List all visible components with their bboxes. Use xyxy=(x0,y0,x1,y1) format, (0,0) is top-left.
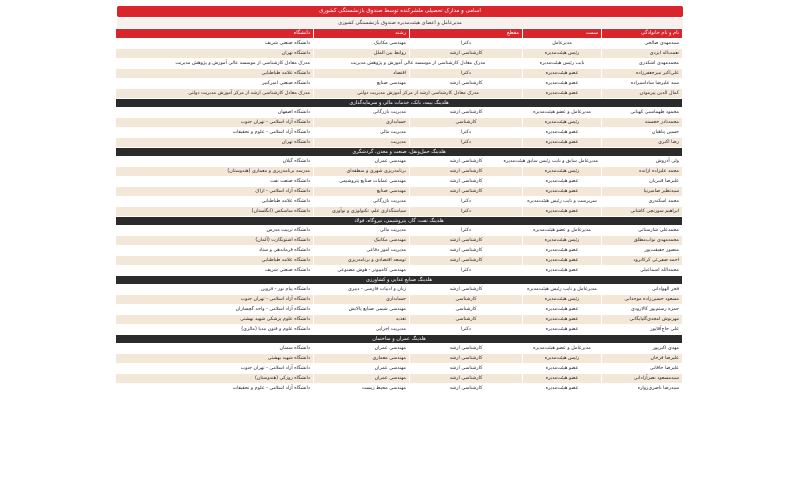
header-university: دانشگاه xyxy=(116,29,313,38)
member-university: مدرک معادل کارشناسی ارشد از مرکز آموزش مدیریت دولتی xyxy=(116,89,313,98)
member-degree: کارشناسی xyxy=(410,305,522,314)
member-position: عضو هیئت‌مدیره xyxy=(523,384,601,393)
member-major: مهندسی مکانیک xyxy=(314,236,409,245)
member-degree: کارشناسی xyxy=(410,315,522,324)
member-name: علی‌اکبر میرجعفرزاده xyxy=(602,69,682,78)
member-name: ولی آذروش xyxy=(602,157,682,166)
member-university: دانشگاه گیلان xyxy=(116,157,313,166)
member-name: رضا اکبری xyxy=(602,138,682,147)
member-university: دانشگاه آزاد اسلامی - علوم و تحقیقات xyxy=(116,128,313,137)
member-major: حسابداری xyxy=(314,118,409,127)
document xyxy=(117,6,683,494)
member-position: نایب رئیس هیئت‌مدیره xyxy=(523,59,601,68)
member-degree: کارشناسی ارشد xyxy=(410,354,522,363)
table-row xyxy=(116,207,682,216)
member-degree: کارشناسی ارشد xyxy=(410,384,522,393)
member-university: دانشگاه اشتوتگارت (آلمان) xyxy=(116,236,313,245)
member-degree: کارشناسی ارشد xyxy=(410,236,522,245)
member-degree: کارشناسی ارشد xyxy=(410,167,522,176)
member-university: دانشگاه آزاد اسلامی - واحد گچساران xyxy=(116,305,313,314)
member-name: فخر الهوادانی xyxy=(602,285,682,294)
member-position: عضو هیئت‌مدیره xyxy=(523,69,601,78)
member-major: مهندسی صنایع xyxy=(314,79,409,88)
member-major: مهندسی معماری xyxy=(314,354,409,363)
table-row xyxy=(116,305,682,314)
section-title: هلدینگ صنایع غذایی و کشاورزی xyxy=(116,276,682,284)
table-row xyxy=(116,108,682,117)
member-position: عضو هیئت‌مدیره xyxy=(523,187,601,196)
table-row xyxy=(116,138,682,147)
member-major: مدیریت بازرگانی xyxy=(314,108,409,117)
member-position: مدیرعامل سابق و نایب رئیس سابق هیئت‌مدیره xyxy=(523,157,601,166)
section-header xyxy=(116,148,682,156)
member-position: عضو هیئت‌مدیره xyxy=(523,246,601,255)
section-title: هلدینگ نفت، گاز، پتروشیمی، نیروگاه، فولاد xyxy=(116,217,682,225)
member-position: عضو هیئت‌مدیره xyxy=(523,138,601,147)
member-position: عضو هیئت‌مدیره xyxy=(523,374,601,383)
member-degree: مدرک معادل کارشناسی از موسسه عالی آموزش و پژوهش مدیریت xyxy=(314,59,522,68)
member-position: رئیس هیئت‌مدیره xyxy=(523,118,601,127)
member-position: رئیس هیئت‌مدیره xyxy=(523,236,601,245)
member-position: عضو هیئت‌مدیره xyxy=(523,305,601,314)
header-major: رشته xyxy=(314,29,409,38)
member-name: سیدمهدی صالحی xyxy=(602,39,682,48)
table-row xyxy=(116,89,682,98)
member-university: دانشگاه تربیت مدرس xyxy=(116,226,313,235)
member-degree: کارشناسی ارشد xyxy=(410,256,522,265)
member-name: ابراهیم سوزنچی کاشانی xyxy=(602,207,682,216)
table-row xyxy=(116,364,682,373)
member-degree: کارشناسی ارشد xyxy=(410,187,522,196)
member-major: مهندسی مکانیک xyxy=(314,39,409,48)
table-row xyxy=(116,266,682,275)
member-degree: کارشناسی ارشد xyxy=(410,108,522,117)
member-position: رئیس هیئت‌مدیره xyxy=(523,49,601,58)
member-major: برنامه‌ریزی شهری و منطقه‌ای xyxy=(314,167,409,176)
member-degree: دکترا xyxy=(410,325,522,334)
table-row xyxy=(116,69,682,78)
member-major: توسعه اقتصادی و برنامه‌ریزی xyxy=(314,256,409,265)
member-university: دانشگاه علامه طباطبایی xyxy=(116,197,313,206)
member-degree: دکترا xyxy=(410,69,522,78)
member-position: رئیس هیئت‌مدیره xyxy=(523,354,601,363)
member-name: محمد اسکندری xyxy=(602,197,682,206)
table-row xyxy=(116,384,682,393)
table-row xyxy=(116,285,682,294)
member-name: کمال الدین پیرموذن xyxy=(602,89,682,98)
table-row xyxy=(116,374,682,383)
member-name: محمدعلی شارستانی xyxy=(602,226,682,235)
member-university: دانشگاه ساسکس (انگلستان) xyxy=(116,207,313,216)
member-university: دانشگاه شهید بهشتی xyxy=(116,354,313,363)
table-row xyxy=(116,295,682,304)
table-header-row xyxy=(116,29,682,38)
section-title: هلدینگ حمل‌ونقل، صنعت و معدن، گردشگری xyxy=(116,148,682,156)
member-position: سرپرست و نایب رئیس هیئت‌مدیره xyxy=(523,197,601,206)
member-university: دانشگاه علوم و فنون مدیا (مالزی) xyxy=(116,325,313,334)
member-major: مدیریت اجرایی xyxy=(314,325,409,334)
table-row xyxy=(116,177,682,186)
member-name: مسعود حسین‌زاده موحدانی xyxy=(602,295,682,304)
member-position: مدیرعامل و عضو هیئت‌مدیره xyxy=(523,108,601,117)
table-body xyxy=(116,39,682,393)
member-position: عضو هیئت‌مدیره xyxy=(523,89,601,98)
member-degree: کارشناسی ارشد xyxy=(410,374,522,383)
member-name: حسین پناهیان xyxy=(602,128,682,137)
member-name: محمدمهدی نواب‌مطلق xyxy=(602,236,682,245)
member-university: دانشگاه آزاد اسلامی - اراک xyxy=(116,187,313,196)
member-degree: کارشناسی ارشد xyxy=(410,157,522,166)
page-title: اسامی و مدارک تحصیلی ملشرکنده توسط صندوق بازنشستگی کشوری xyxy=(117,6,683,17)
table-row xyxy=(116,236,682,245)
table-row xyxy=(116,315,682,324)
table-row xyxy=(116,226,682,235)
header-position: سمت xyxy=(523,29,601,38)
member-major: سیاستگذاری علم، تکنولوژی و نوآوری xyxy=(314,207,409,216)
section-header xyxy=(116,276,682,284)
header-name: نام و نام خانوادگی xyxy=(602,29,682,38)
member-major: مهندسی عمران xyxy=(314,364,409,373)
member-position: مدیرعامل و عضو هیئت‌مدیره xyxy=(523,226,601,235)
member-degree: دکترا xyxy=(410,207,522,216)
section-header xyxy=(116,335,682,343)
member-name: محمود طهماسبی کهیانی xyxy=(602,108,682,117)
member-university: مدرسه برنامه‌ریزی و معماری (هندوستان) xyxy=(116,167,313,176)
member-position: عضو هیئت‌مدیره xyxy=(523,325,601,334)
member-degree: دکترا xyxy=(410,128,522,137)
member-major: مهندسی عمران xyxy=(314,344,409,353)
member-university: مدرک معادل کارشناسی از موسسه عالی آموزش و پژوهش مدیریت xyxy=(116,59,313,68)
header-degree: مقطع xyxy=(410,29,522,38)
member-position: عضو هیئت‌مدیره xyxy=(523,256,601,265)
member-name: منصور حقیقت‌پور xyxy=(602,246,682,255)
member-degree: کارشناسی ارشد xyxy=(410,246,522,255)
member-major: مدیریت مالی xyxy=(314,226,409,235)
member-major: مهندسی کامپیوتر - هوش مصنوعی xyxy=(314,266,409,275)
member-name: محمدالله اسماعیلی xyxy=(602,266,682,275)
member-name: سیدمسعود نصرآزادانی xyxy=(602,374,682,383)
member-major: مهندسی صنایع xyxy=(314,187,409,196)
table-row xyxy=(116,128,682,137)
member-major: حسابداری xyxy=(314,295,409,304)
member-major: مدیریت xyxy=(314,138,409,147)
member-name: علیرضا فرخان xyxy=(602,354,682,363)
member-degree: دکترا xyxy=(410,39,522,48)
table-row xyxy=(116,39,682,48)
member-name: مهدی اکبرپور xyxy=(602,344,682,353)
member-major: مهندسی عملیات صنایع پتروشیمی xyxy=(314,177,409,186)
member-position: عضو هیئت‌مدیره xyxy=(523,177,601,186)
member-university: دانشگاه تهران xyxy=(116,49,313,58)
section-title: هلدینگ عمران و ساختمان xyxy=(116,335,682,343)
section-title: هلدینگ بیمه، بانک، خدمات مالی و سرمایه‌گذاری xyxy=(116,99,682,107)
board-members-table xyxy=(115,28,683,394)
member-name: محمدمهدی اشکذری xyxy=(602,59,682,68)
member-degree: کارشناسی ارشد xyxy=(410,79,522,88)
member-name: احمد صفی‌ئی کرکانرود xyxy=(602,256,682,265)
member-university: دانشگاه علامه طباطبایی xyxy=(116,69,313,78)
member-name: سید علیرضا ساداسیراده xyxy=(602,79,682,88)
member-name: مهرنوش امجدی‌گلپایگانی xyxy=(602,315,682,324)
section-header xyxy=(116,217,682,225)
member-degree: کارشناسی ارشد xyxy=(410,285,522,294)
member-major: مهندسی محیط زیست xyxy=(314,384,409,393)
table-row xyxy=(116,344,682,353)
member-university: دانشگاه تهران xyxy=(116,138,313,147)
page-subtitle: مدیرعامل و اعضای هیئت‌مدیره صندوق بازنشستگی کشوری xyxy=(117,18,683,28)
member-degree: کارشناسی xyxy=(410,295,522,304)
member-position: عضو هیئت‌مدیره xyxy=(523,128,601,137)
member-university: دانشگاه صنعت نفت xyxy=(116,177,313,186)
member-degree: کارشناسی ارشد xyxy=(410,177,522,186)
member-name: محمد علیزاده ارانده xyxy=(602,167,682,176)
member-university: دانشگاه علامه طباطبایی xyxy=(116,256,313,265)
member-major: مدیریت مالی xyxy=(314,128,409,137)
member-major: اقتصاد xyxy=(314,69,409,78)
member-university: دانشگاه صنعتی شریف xyxy=(116,39,313,48)
member-degree: مدرک معادل کارشناسی ارشد از مرکز آموزش مدیریت دولتی xyxy=(314,89,522,98)
member-university: دانشگاه پیام نور - قزوین xyxy=(116,285,313,294)
table-row xyxy=(116,325,682,334)
table-row xyxy=(116,59,682,68)
member-university: دانشگاه آزاد اسلامی - تهران جنوب xyxy=(116,118,313,127)
member-degree: کارشناسی ارشد xyxy=(410,364,522,373)
member-degree: دکترا xyxy=(410,197,522,206)
member-university: دانشگاه آزاد اسلامی - تهران جنوب xyxy=(116,295,313,304)
member-position: مدیرعامل و نایب رئیس هیئت‌مدیره xyxy=(523,285,601,294)
table-row xyxy=(116,157,682,166)
member-name: علی حاج‌آقاپور xyxy=(602,325,682,334)
member-position: مدیرعامل xyxy=(523,39,601,48)
member-position: عضو هیئت‌مدیره xyxy=(523,79,601,88)
member-university: دانشگاه روزکی (هندوستان) xyxy=(116,374,313,383)
member-major: زبان و ادبیات فارسی - دبیری xyxy=(314,285,409,294)
member-degree: کارشناسی ارشد xyxy=(410,49,522,58)
member-university: دانشگاه فرماندهی و ستاد xyxy=(116,246,313,255)
member-degree: کارشناسی ارشد xyxy=(410,344,522,353)
member-position: رئیس هیئت‌مدیره xyxy=(523,295,601,304)
member-degree: دکترا xyxy=(410,266,522,275)
table-row xyxy=(116,187,682,196)
member-name: حمزه رستم‌پور کالارودی xyxy=(602,305,682,314)
member-major: مهندسی شیمی صنایع پالایش xyxy=(314,305,409,314)
member-name: علیرضا خاقانی xyxy=(602,364,682,373)
table-row xyxy=(116,79,682,88)
table-row xyxy=(116,354,682,363)
member-position: عضو هیئت‌مدیره xyxy=(523,207,601,216)
member-major: تغذیه xyxy=(314,315,409,324)
member-university: دانشگاه سمنان xyxy=(116,344,313,353)
member-position: عضو هیئت‌مدیره xyxy=(523,266,601,275)
table-row xyxy=(116,246,682,255)
member-position: عضو هیئت‌مدیره xyxy=(523,364,601,373)
member-position: عضو هیئت‌مدیره xyxy=(523,315,601,324)
table-row xyxy=(116,197,682,206)
member-university: دانشگاه صنعتی امیرکبیر xyxy=(116,79,313,88)
section-header xyxy=(116,99,682,107)
member-position: مدیرعامل و عضو هیئت‌مدیره xyxy=(523,344,601,353)
table-row xyxy=(116,256,682,265)
member-name: سیدنظیر صامیرنیا xyxy=(602,187,682,196)
member-university: دانشگاه آزاد اسلامی - علوم و تحقیقات xyxy=(116,384,313,393)
member-university: دانشگاه صنعتی شریف xyxy=(116,266,313,275)
member-degree: دکترا xyxy=(410,226,522,235)
member-major: مدیریت امور دفاعی xyxy=(314,246,409,255)
member-major: مدیریت بازرگانی xyxy=(314,197,409,206)
member-name: محمدنادر خجسته xyxy=(602,118,682,127)
member-position: رئیس هیئت‌مدیره xyxy=(523,167,601,176)
member-university: دانشگاه اصفهان xyxy=(116,108,313,117)
member-name: سیدرضا ناصری‌زواره xyxy=(602,384,682,393)
table-row xyxy=(116,118,682,127)
member-name: نعمت‌اله ایزدی xyxy=(602,49,682,58)
member-degree: دکترا xyxy=(410,138,522,147)
member-major: مهندسی عمران xyxy=(314,157,409,166)
member-university: دانشگاه آزاد اسلامی - تهران جنوب xyxy=(116,364,313,373)
member-degree: کارشناسی xyxy=(410,118,522,127)
table-row xyxy=(116,167,682,176)
member-university: دانشگاه علوم پزشکی شهید بهشتی xyxy=(116,315,313,324)
member-major: مهندسی عمران xyxy=(314,374,409,383)
member-major: روابط بین الملل xyxy=(314,49,409,58)
table-row xyxy=(116,49,682,58)
member-name: علیرضا قنبریان xyxy=(602,177,682,186)
